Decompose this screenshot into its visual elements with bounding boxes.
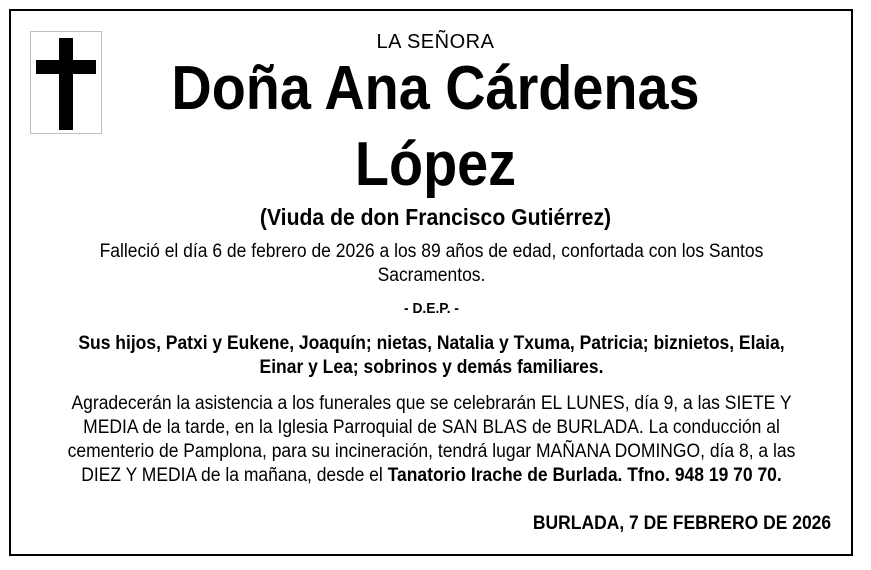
notice-header: LA SEÑORA [376,31,495,53]
family-text: Sus hijos, Patxi y Eukene, Joaquín; nietas, Natalia y Txuma, Patricia; biznietos, Elaia, Einar y Lea; sobrinos y demás familiares. [78,333,785,378]
deceased-name-line2: López [354,130,517,199]
widow-of: (Viuda de don Francisco Gutiérrez) [259,204,612,230]
deceased-name-line1: Doña Ana Cárdenas [171,54,700,123]
death-text: Falleció el día 6 de febrero de 2026 a los 89 años de edad, confortada con los Santos Sacramentos. [99,241,764,286]
funeral-home-contact: Tanatorio Irache de Burlada. Tfno. 948 19 70 70. [387,465,782,486]
funeral-details: Agradecerán la asistencia a los funerales que se celebrarán EL LUNES, día 9, a las SIETE Y MEDIA de la tarde, en la Iglesia Parroquial de SAN BLAS de BURLADA. La conducción al cementerio de Pamplona, para su incineración, tendrá lugar MAÑANA DOMINGO, día 8, a las DIEZ Y MEDIA de la mañana, desde el [67,393,796,486]
rip-text: - D.E.P. - [404,300,459,317]
place-date: BURLADA, 7 DE FEBRERO DE 2026 [532,513,831,534]
funeral-text [57,392,807,488]
